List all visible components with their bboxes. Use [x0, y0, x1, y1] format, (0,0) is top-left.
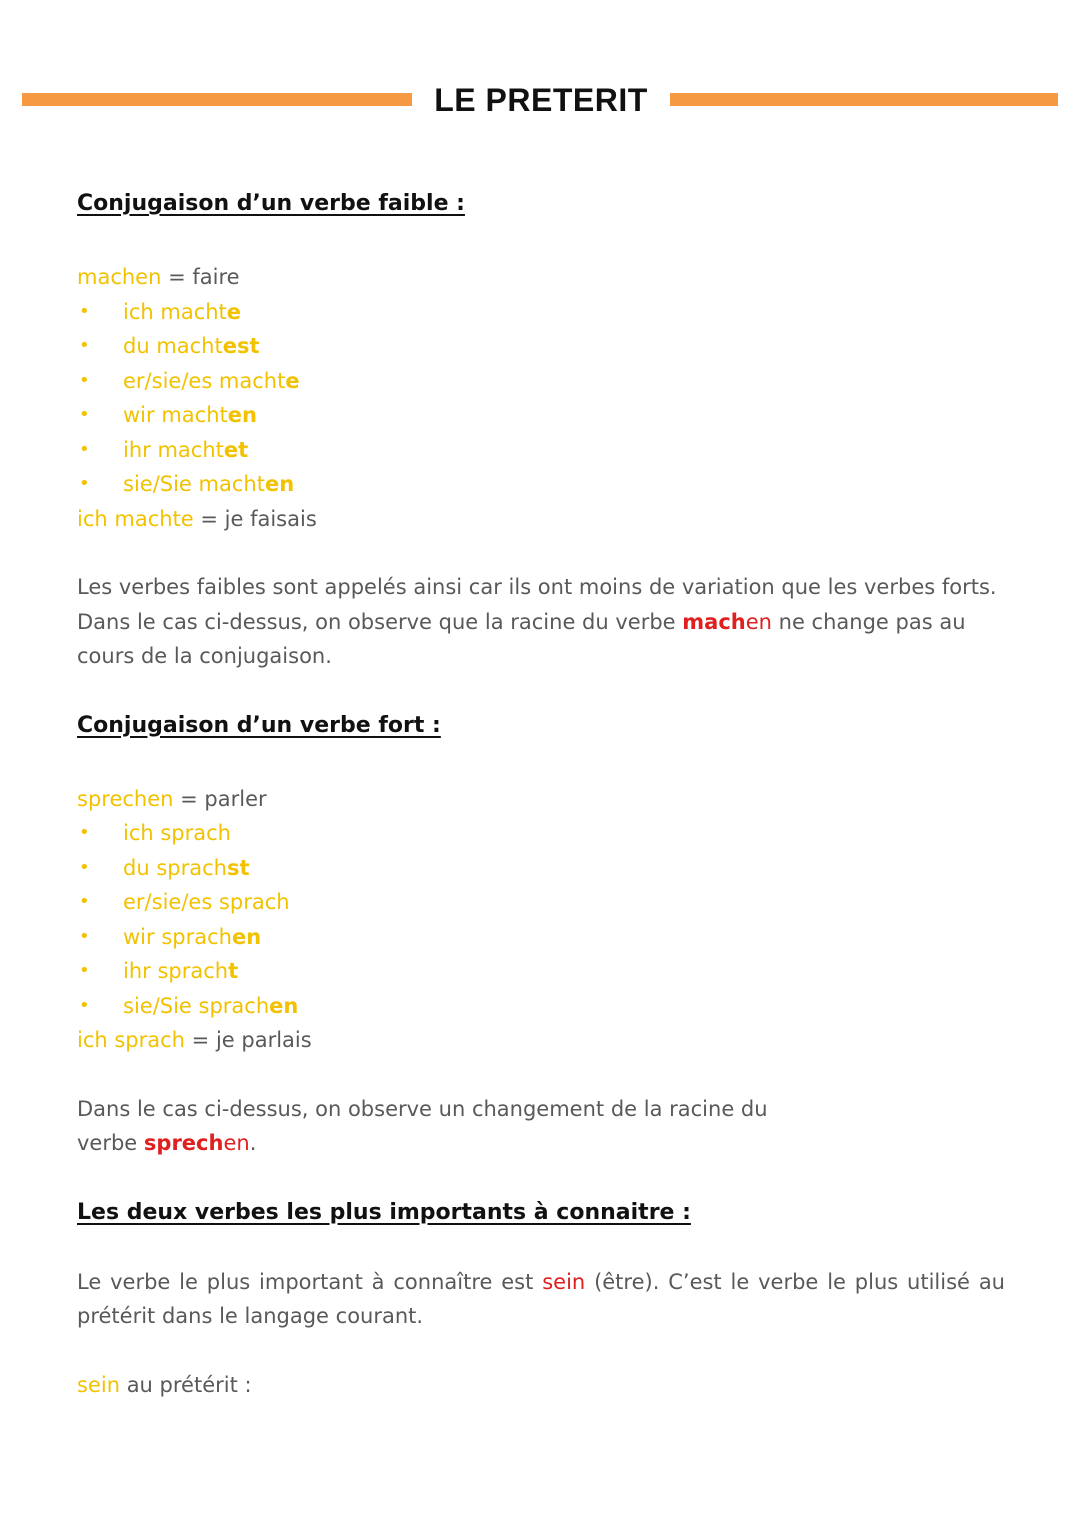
weak-conjugation-list [77, 295, 1005, 502]
strong-example-line [77, 1023, 1005, 1058]
bullet-icon: • [79, 438, 90, 460]
bullet-icon: • [79, 960, 90, 981]
bullet-icon: • [79, 300, 90, 322]
list-item: • er/sie/es machte [77, 364, 1005, 399]
weak-meaning: = faire [161, 265, 240, 289]
strong-infinitive-line [77, 782, 1005, 817]
weak-example-de: ich machte [77, 506, 194, 531]
strong-meaning: = parler [173, 786, 267, 811]
list-item: • ich sprach [77, 816, 1005, 851]
list-item: • du sprachst [77, 851, 1005, 886]
weak-verb-heading: Conjugaison d’un verbe faible : [77, 191, 465, 216]
weak-example-line [77, 502, 1005, 537]
bullet-icon: • [79, 925, 90, 947]
bullet-icon: • [79, 369, 90, 391]
list-item: • ihr machtet [77, 433, 1005, 468]
sein-label: sein [77, 1372, 121, 1397]
strong-verb-heading: Conjugaison d’un verbe fort : [77, 712, 441, 738]
important-explanation: Le verbe le plus important à connaître est sein (être). C’est le verbe le plus utilisé au prétérit dans le langage courant. [77, 1269, 1005, 1328]
sein-preterit-label: sein au prétérit : [77, 1372, 252, 1397]
important-verbs-heading: Les deux verbes les plus importants à connaitre : [77, 1199, 691, 1225]
bullet-icon: • [79, 335, 90, 356]
strong-explanation-line2: verbe sprechen. [77, 1131, 257, 1155]
list-item: • wir sprachen [77, 920, 1005, 955]
strong-infinitive: sprechen [77, 786, 174, 811]
title-rule-right [670, 93, 1058, 106]
title-bar [22, 82, 1058, 118]
weak-infinitive-line [77, 260, 1005, 295]
strong-root: sprech [143, 1131, 224, 1155]
bullet-icon: • [79, 891, 90, 912]
list-item: • wir machten [77, 398, 1005, 433]
list-item: • sie/Sie machten [77, 467, 1005, 502]
title-rule-left [22, 93, 412, 106]
bullet-icon: • [79, 994, 90, 1016]
bullet-icon: • [79, 473, 90, 494]
list-item: • ihr spracht [77, 954, 1005, 989]
list-item: • du machtest [77, 329, 1005, 364]
bullet-icon: • [79, 856, 90, 878]
weak-example-fr: = je faisais [193, 506, 317, 531]
document-body [77, 186, 1005, 1402]
strong-example-fr: = je parlais [185, 1028, 312, 1052]
list-item: • sie/Sie sprachen [77, 989, 1005, 1024]
list-item: • ich machte [77, 295, 1005, 330]
page-title: LE PRETERIT [434, 82, 648, 118]
weak-explanation: Les verbes faibles sont appelés ainsi car ils ont moins de variation que les verbes forts. Dans le cas ci-dessus, on observe que la racine du verbe machen ne change pas au cours de la conjugaison. [77, 575, 997, 668]
strong-conjugation-list [77, 816, 1005, 1023]
weak-root: mach [682, 609, 746, 634]
weak-infinitive: machen [77, 265, 162, 289]
sein-highlight: sein [542, 1269, 586, 1294]
bullet-icon: • [79, 822, 90, 843]
strong-example-de: ich sprach [77, 1028, 185, 1052]
list-item: • er/sie/es sprach [77, 885, 1005, 920]
strong-explanation-line1: Dans le cas ci-dessus, on observe un changement de la racine du [77, 1096, 768, 1121]
bullet-icon: • [79, 404, 90, 425]
